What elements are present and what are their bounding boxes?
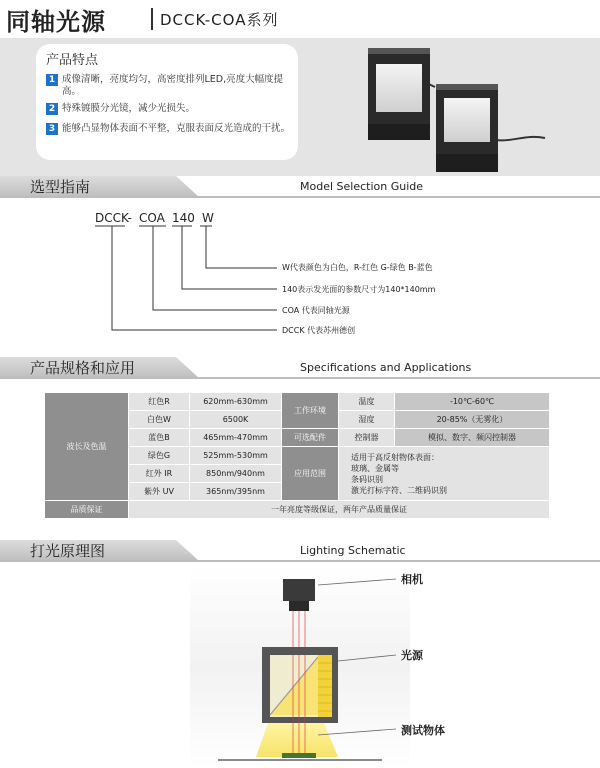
feature-text: 能够凸显物体表面不平整，克服表面反光造成的干扰。 <box>62 123 291 134</box>
application-value <box>339 447 550 501</box>
application-line: 条码识别 <box>351 474 383 484</box>
test-object-label: 测试物体 <box>401 724 445 737</box>
section-title-cn: 选型指南 <box>30 178 91 196</box>
color-cell: 蓝色B <box>129 429 190 447</box>
controller-label: 控制器 <box>339 429 395 447</box>
series-subtitle: DCCK-COA系列 <box>160 11 279 29</box>
temp-label: 温度 <box>339 393 395 411</box>
controller-value: 模拟、数字、频闪控制器 <box>395 429 550 447</box>
feature-text: 特殊镀膜分光镜，减少光损失。 <box>62 103 196 114</box>
application-line: 激光打标字符、二维码识别 <box>351 485 447 495</box>
color-cell: 白色W <box>129 411 190 429</box>
section-title-cn: 产品规格和应用 <box>30 359 136 377</box>
wavelength-value: 620mm-630mm <box>190 393 282 411</box>
application-line: 玻璃、金属等 <box>351 463 399 473</box>
section-header-schematic <box>0 540 600 562</box>
color-cell: 紫外 UV <box>129 483 190 501</box>
wavelength-value: 365nm/395nm <box>190 483 282 501</box>
wavelength-value: 850nm/940nm <box>190 465 282 483</box>
application-line: 适用于高反射物体表面： <box>351 452 439 462</box>
spec-table <box>44 392 550 519</box>
humidity-label: 湿度 <box>339 411 395 429</box>
model-code-type: COA <box>139 211 165 225</box>
model-note-type: COA 代表同轴光源 <box>282 306 350 315</box>
camera-label: 相机 <box>401 573 423 586</box>
section-title-en: Lighting Schematic <box>300 544 406 557</box>
color-cell: 绿色G <box>129 447 190 465</box>
page-title: 同轴光源 <box>6 8 106 36</box>
warranty-label: 品质保证 <box>45 501 129 519</box>
humidity-value: 20-85%（无雾化） <box>395 411 550 429</box>
coaxial-light-box <box>262 647 338 723</box>
section-title-en: Model Selection Guide <box>300 180 424 193</box>
env-label: 工作环境 <box>282 393 339 429</box>
section-title-cn: 打光原理图 <box>30 542 106 560</box>
feature-number: 1 <box>46 74 58 86</box>
test-object <box>282 753 316 758</box>
application-label: 应用范围 <box>282 447 339 501</box>
feature-number: 2 <box>46 103 58 115</box>
model-code-size: 140 <box>172 211 195 225</box>
light-source-label: 光源 <box>401 649 423 662</box>
model-code-color: W <box>202 211 214 225</box>
model-note-brand: DCCK 代表苏州德创 <box>282 326 356 335</box>
light-beam <box>256 723 338 757</box>
feature-number: 3 <box>46 123 58 135</box>
wavelength-label: 波长及色温 <box>45 393 129 501</box>
model-code-prefix: DCCK- <box>95 211 132 225</box>
wavelength-value: 6500K <box>190 411 282 429</box>
color-cell: 红外 IR <box>129 465 190 483</box>
model-note-size: 140表示发光面的参数尺寸为140*140mm <box>282 285 436 294</box>
lighting-schematic <box>0 565 600 768</box>
warranty-value: 一年亮度等级保证，两年产品质量保证 <box>129 501 550 519</box>
section-title-en: Specifications and Applications <box>300 361 472 374</box>
wavelength-value: 525mm-530mm <box>190 447 282 465</box>
wavelength-value: 465mm-470mm <box>190 429 282 447</box>
accessory-label: 可选配件 <box>282 429 339 447</box>
color-cell: 红色R <box>129 393 190 411</box>
feature-text: 成像清晰，亮度均匀，高密度排列LED,亮度大幅度提高。 <box>62 74 284 97</box>
section-header-specs <box>0 357 600 379</box>
temp-value: -10℃-60℃ <box>395 393 550 411</box>
features-heading: 产品特点 <box>46 53 99 68</box>
model-note-color: W代表颜色为白色，R-红色 G-绿色 B-蓝色 <box>282 263 433 272</box>
